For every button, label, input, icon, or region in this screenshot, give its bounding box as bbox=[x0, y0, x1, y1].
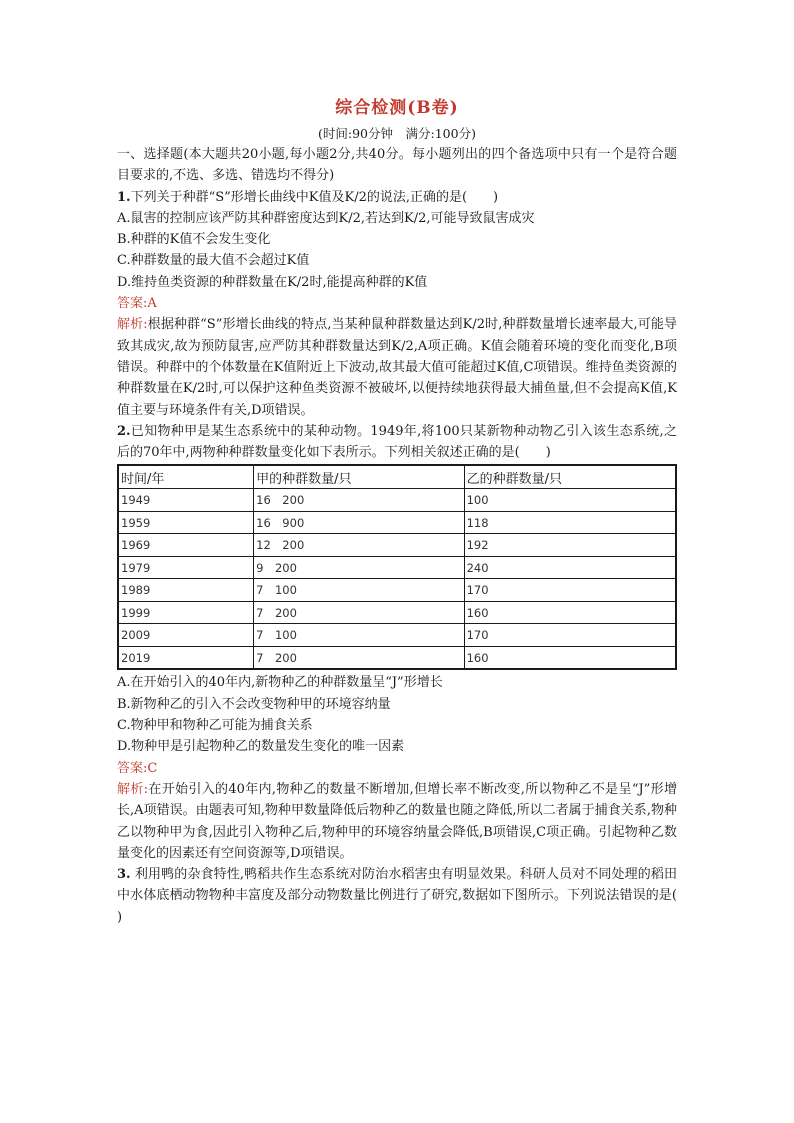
table-cell: 1959 bbox=[118, 511, 254, 534]
analysis bbox=[117, 314, 677, 420]
table-cell: 1969 bbox=[118, 534, 254, 557]
table-cell: 16 900 bbox=[254, 511, 464, 534]
table-row bbox=[118, 579, 676, 602]
table-cell: 12 200 bbox=[254, 534, 464, 557]
question-number: 1. bbox=[117, 189, 131, 205]
table-row bbox=[118, 489, 676, 512]
table-row bbox=[118, 556, 676, 579]
table-row bbox=[118, 624, 676, 647]
question-1-stem bbox=[117, 187, 677, 208]
option-a: A.鼠害的控制应该严防其种群密度达到K/2,若达到K/2,可能导致鼠害成灾 bbox=[117, 210, 535, 226]
table-cell: 1999 bbox=[118, 601, 254, 624]
table-cell: 240 bbox=[464, 556, 676, 579]
table-cell: 7 100 bbox=[254, 579, 464, 602]
option-b: B.种群的K值不会发生变化 bbox=[117, 232, 271, 248]
table-cell: 170 bbox=[464, 624, 676, 647]
analysis bbox=[117, 779, 677, 864]
answer-label: 答案: bbox=[117, 296, 148, 312]
option-b: B.新物种乙的引入不会改变物种甲的环境容纳量 bbox=[117, 696, 391, 712]
column-header: 时间/年 bbox=[118, 465, 254, 489]
table-cell: 7 200 bbox=[254, 601, 464, 624]
table-cell: 160 bbox=[464, 646, 676, 669]
column-header: 甲的种群数量/只 bbox=[254, 465, 464, 489]
analysis-text: 根据种群“S”形增长曲线的特点,当某种鼠种群数量达到K/2时,种群数量增长速率最大,可能导致其成灾,故为预防鼠害,应严防其种群数量达到K/2,A项正确。K值会随着环境的变化而变化,B项错误。种群中的个体数量在K值附近上下波动,故其最大值可能超过K值,C项错误。维持鱼类资源的种群数量在K/2时,可以保护这种鱼类资源不被破坏,以便持续地获得最大捕鱼量,但不会提高K值,K值主要与环境条件有关,D项错误。 bbox=[117, 317, 677, 418]
answer-line bbox=[117, 293, 677, 314]
table-cell: 2019 bbox=[118, 646, 254, 669]
document-page bbox=[117, 96, 704, 928]
option-a: A.在开始引入的40年内,新物种乙的种群数量呈“J”形增长 bbox=[117, 675, 443, 691]
question-text: 利用鸭的杂食特性,鸭稻共作生态系统对防治水稻害虫有明显效果。科研人员对不同处理的稻田中水体底栖动物物种丰富度及部分动物数量比例进行了研究,数据如下图所示。下列说法错误的是( ) bbox=[117, 867, 704, 925]
population-table bbox=[117, 464, 677, 670]
question-text: 已知物种甲是某生态系统中的某种动物。1949年,将100只某新物种动物乙引入该生态系统,之后的70年中,两物种种群数量变化如下表所示。下列相关叙述正确的是( ) bbox=[117, 423, 677, 461]
table-row bbox=[118, 646, 676, 669]
table-cell: 9 200 bbox=[254, 556, 464, 579]
answer-value: C bbox=[147, 760, 158, 776]
page-title: 综合检测(B卷) bbox=[335, 98, 459, 118]
table-cell: 2009 bbox=[118, 624, 254, 647]
table-header-row bbox=[118, 465, 676, 489]
answer-label: 答案: bbox=[117, 760, 148, 776]
question-number: 2. bbox=[117, 423, 131, 439]
answer-line bbox=[117, 758, 677, 779]
table-row bbox=[118, 601, 676, 624]
option-d: D.维持鱼类资源的种群数量在K/2时,能提高种群的K值 bbox=[117, 274, 428, 290]
table-cell: 1989 bbox=[118, 579, 254, 602]
option-c: C.物种甲和物种乙可能为捕食关系 bbox=[117, 718, 313, 734]
section-intro: 一、选择题(本大题共20小题,每小题2分,共40分。每小题列出的四个备选项中只有一个是符合题目要求的,不选、多选、错选均不得分) bbox=[117, 147, 677, 184]
table-cell: 192 bbox=[464, 534, 676, 557]
table-cell: 160 bbox=[464, 601, 676, 624]
answer-value: A bbox=[147, 296, 157, 312]
table-row bbox=[118, 534, 676, 557]
analysis-label: 解析: bbox=[117, 317, 148, 333]
table-cell: 100 bbox=[464, 489, 676, 512]
table-cell: 7 100 bbox=[254, 624, 464, 647]
question-number: 3. bbox=[117, 867, 131, 883]
question-2-stem bbox=[117, 421, 677, 464]
option-d: D.物种甲是引起物种乙的数量发生变化的唯一因素 bbox=[117, 739, 405, 755]
analysis-text: 在开始引入的40年内,物种乙的数量不断增加,但增长率不断改变,所以物种乙不是呈“J”形增长,A项错误。由题表可知,物种甲数量降低后物种乙的数量也随之降低,所以二者属于捕食关系,物种乙以物种甲为食,因此引入物种乙后,物种甲的环境容纳量会降低,B项错误,C项正确。引起物种乙数量变化的因素还有空间资源等,D项错误。 bbox=[117, 781, 677, 861]
exam-info: (时间:90分钟 满分:100分) bbox=[318, 126, 476, 141]
question-text: 下列关于种群“S”形增长曲线中K值及K/2的说法,正确的是( ) bbox=[130, 189, 499, 205]
table-cell: 1949 bbox=[118, 489, 254, 512]
table-cell: 118 bbox=[464, 511, 676, 534]
column-header: 乙的种群数量/只 bbox=[464, 465, 676, 489]
table-row bbox=[118, 511, 676, 534]
option-c: C.种群数量的最大值不会超过K值 bbox=[117, 253, 310, 269]
question-3-stem bbox=[117, 864, 704, 928]
table-cell: 170 bbox=[464, 579, 676, 602]
table-cell: 7 200 bbox=[254, 646, 464, 669]
table-cell: 16 200 bbox=[254, 489, 464, 512]
table-cell: 1979 bbox=[118, 556, 254, 579]
analysis-label: 解析: bbox=[117, 781, 149, 797]
